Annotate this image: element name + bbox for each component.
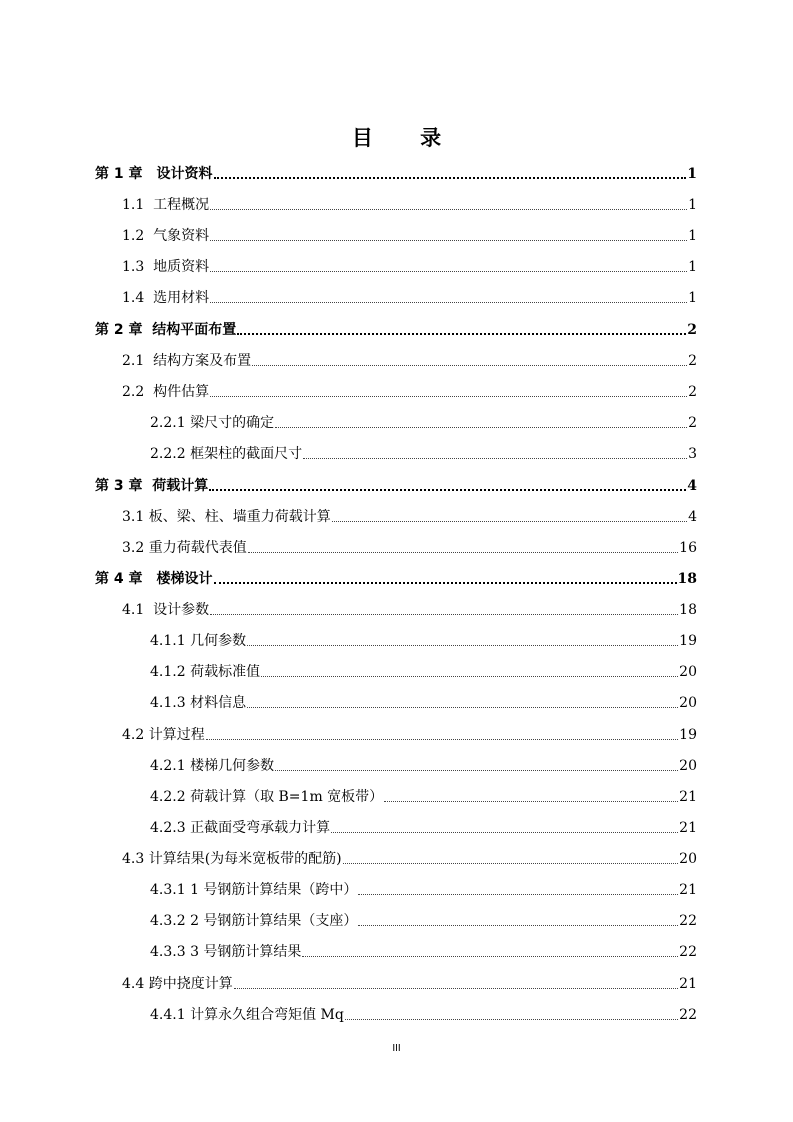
- toc-entry-label: 第 4 章 楼梯设计: [95, 571, 213, 587]
- toc-entry-label: 2.2 构件估算: [122, 384, 210, 400]
- dot-leader: [206, 739, 678, 740]
- toc-section-entry[interactable]: [122, 350, 697, 370]
- toc-entry-label: 4.2.3 正截面受弯承载力计算: [150, 820, 331, 836]
- dot-leader: [234, 988, 678, 989]
- toc-entry-page: 22: [679, 944, 697, 960]
- toc-subsection-entry[interactable]: [150, 630, 697, 650]
- toc-entry-label: 4.1.2 荷载标准值: [150, 664, 261, 680]
- toc-section-entry[interactable]: [122, 848, 697, 868]
- dot-leader: [237, 333, 686, 335]
- toc-entry-page: 2: [687, 322, 697, 338]
- dot-leader: [210, 209, 687, 210]
- toc-entry-page: 22: [679, 1007, 697, 1023]
- toc-entry-label: 4.3 计算结果(为每米宽板带的配筋): [122, 851, 342, 867]
- toc-chapter-entry[interactable]: [95, 475, 697, 495]
- toc-subsection-entry[interactable]: [150, 817, 697, 837]
- toc-entry-page: 1: [688, 197, 697, 213]
- toc-subsection-entry[interactable]: [150, 786, 697, 806]
- toc-entry-page: 1: [687, 166, 697, 182]
- toc-section-entry[interactable]: [122, 256, 697, 276]
- toc-section-entry[interactable]: [122, 973, 697, 993]
- toc-entry-label: 2.2.2 框架柱的截面尺寸: [150, 446, 303, 462]
- dot-leader: [261, 676, 678, 677]
- dot-leader: [252, 365, 687, 366]
- toc-entry-label: 1.2 气象资料: [122, 228, 210, 244]
- dot-leader: [275, 427, 687, 428]
- toc-section-entry[interactable]: [122, 194, 697, 214]
- toc-entry-page: 21: [679, 820, 697, 836]
- toc-entry-page: 4: [688, 509, 697, 525]
- toc-entry-page: 18: [677, 571, 697, 587]
- toc-section-entry[interactable]: [122, 381, 697, 401]
- dot-leader: [302, 956, 678, 957]
- toc-entry-page: 2: [688, 384, 697, 400]
- dot-leader: [214, 582, 677, 584]
- toc-subsection-entry[interactable]: [150, 879, 697, 899]
- toc-entry-label: 第 1 章 设计资料: [95, 166, 213, 182]
- page-number: III: [392, 1043, 401, 1054]
- toc-entry-page: 20: [679, 758, 697, 774]
- toc-subsection-entry[interactable]: [150, 1004, 697, 1024]
- toc-entry-page: 18: [679, 602, 697, 618]
- dot-leader: [358, 925, 678, 926]
- toc-subsection-entry[interactable]: [150, 910, 697, 930]
- toc-entry-page: 1: [688, 228, 697, 244]
- toc-entry-label: 3.1 板、梁、柱、墙重力荷载计算: [122, 509, 331, 525]
- toc-entry-page: 21: [679, 789, 697, 805]
- toc-entry-label: 1.1 工程概况: [122, 197, 210, 213]
- toc-entry-page: 3: [688, 446, 697, 462]
- toc-entry-page: 22: [679, 913, 697, 929]
- toc-entry-label: 2.2.1 梁尺寸的确定: [150, 415, 275, 431]
- dot-leader: [210, 396, 687, 397]
- toc-entry-page: 19: [679, 633, 697, 649]
- toc-entry-label: 3.2 重力荷载代表值: [122, 540, 247, 556]
- toc-entry-page: 21: [679, 976, 697, 992]
- dot-leader: [332, 521, 687, 522]
- toc-entry-label: 4.1.3 材料信息: [150, 695, 247, 711]
- toc-entry-page: 20: [679, 851, 697, 867]
- dot-leader: [214, 177, 687, 179]
- toc-entry-page: 16: [679, 540, 697, 556]
- dot-leader: [331, 832, 678, 833]
- toc-title: 目 录: [351, 126, 462, 150]
- toc-section-entry[interactable]: [122, 287, 697, 307]
- dot-leader: [210, 240, 687, 241]
- toc-entry-page: 1: [688, 290, 697, 306]
- dot-leader: [358, 894, 678, 895]
- toc-section-entry[interactable]: [122, 506, 697, 526]
- dot-leader: [210, 302, 687, 303]
- toc-chapter-entry[interactable]: [95, 163, 697, 183]
- toc-entry-page: 4: [687, 478, 697, 494]
- dot-leader: [275, 770, 678, 771]
- toc-subsection-entry[interactable]: [150, 755, 697, 775]
- toc-section-entry[interactable]: [122, 724, 697, 744]
- toc-section-entry[interactable]: [122, 537, 697, 557]
- toc-entry-label: 1.3 地质资料: [122, 259, 210, 275]
- dot-leader: [247, 645, 678, 646]
- dot-leader: [210, 271, 687, 272]
- dot-leader: [345, 1019, 678, 1020]
- toc-entry-label: 第 3 章 荷载计算: [95, 478, 209, 494]
- toc-entry-page: 19: [679, 727, 697, 743]
- toc-subsection-entry[interactable]: [150, 661, 697, 681]
- toc-entry-label: 4.4 跨中挠度计算: [122, 976, 233, 992]
- toc-entry-label: 4.2.1 楼梯几何参数: [150, 758, 275, 774]
- toc-entry-label: 4.3.1 1 号钢筋计算结果（跨中）: [150, 882, 358, 898]
- dot-leader: [343, 863, 679, 864]
- toc-entry-label: 4.2 计算过程: [122, 727, 205, 743]
- toc-chapter-entry[interactable]: [95, 568, 697, 588]
- toc-subsection-entry[interactable]: [150, 692, 697, 712]
- toc-entry-page: 2: [688, 353, 697, 369]
- toc-entry-label: 2.1 结构方案及布置: [122, 353, 252, 369]
- toc-entry-label: 4.4.1 计算永久组合弯矩值 Mq: [150, 1007, 344, 1023]
- toc-entry-page: 2: [688, 415, 697, 431]
- toc-entry-page: 20: [679, 664, 697, 680]
- dot-leader: [303, 458, 687, 459]
- toc-subsection-entry[interactable]: [150, 412, 697, 432]
- toc-entry-page: 21: [679, 882, 697, 898]
- toc-entry-label: 第 2 章 结构平面布置: [95, 322, 237, 338]
- toc-section-entry[interactable]: [122, 225, 697, 245]
- toc-entry-label: 1.4 选用材料: [122, 290, 210, 306]
- toc-entry-label: 4.1 设计参数: [122, 602, 210, 618]
- dot-leader: [384, 801, 678, 802]
- toc-entry-page: 20: [679, 695, 697, 711]
- dot-leader: [247, 707, 678, 708]
- toc-subsection-entry[interactable]: [150, 443, 697, 463]
- toc-entry-label: 4.3.3 3 号钢筋计算结果: [150, 944, 302, 960]
- toc-entry-label: 4.2.2 荷载计算（取 B=1m 宽板带）: [150, 789, 384, 805]
- toc-subsection-entry[interactable]: [150, 941, 697, 961]
- toc-entry-label: 4.1.1 几何参数: [150, 633, 247, 649]
- dot-leader: [210, 614, 678, 615]
- toc-chapter-entry[interactable]: [95, 319, 697, 339]
- toc-entry-page: 1: [688, 259, 697, 275]
- dot-leader: [209, 489, 686, 491]
- toc-entry-label: 4.3.2 2 号钢筋计算结果（支座）: [150, 913, 358, 929]
- dot-leader: [248, 552, 678, 553]
- toc-section-entry[interactable]: [122, 599, 697, 619]
